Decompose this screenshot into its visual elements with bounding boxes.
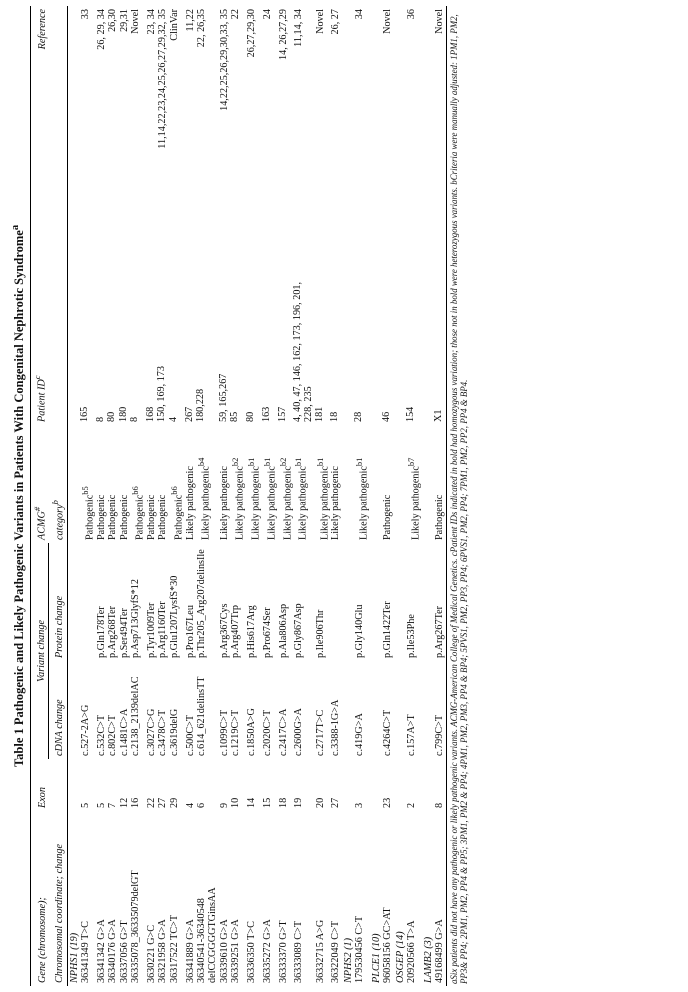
patient-id: 165 (79, 406, 91, 422)
protein-change: p.Tyr1009Ter (145, 602, 157, 658)
protein-change: p.Gly867Asp (293, 603, 305, 658)
acmg-label: Pathogenic (157, 494, 169, 540)
cdna-change: c.500C>T (184, 714, 196, 756)
cdna-change: c.3027C>G (145, 708, 157, 756)
coordinate-cell (157, 811, 168, 986)
coordinate: 36332715 A>G (314, 919, 326, 983)
patient-id: 28 (353, 411, 365, 422)
acmg-category (315, 425, 331, 543)
reference: 29,31 (118, 9, 130, 32)
coordinate: 36335272 G>A (261, 919, 273, 983)
header-variant-change: Variant change (31, 543, 49, 759)
cdna-change: c.527-2A>G (80, 704, 92, 756)
table-row (330, 6, 341, 986)
coordinate-cell (330, 811, 341, 986)
coordinate-cell (262, 811, 278, 986)
acmg-sup: b5 (80, 486, 91, 495)
protein-change: p.Arg267Ter (434, 543, 446, 661)
coordinate: 36336350 T>C (246, 921, 257, 983)
protein-change: p.Pro674Ser (261, 607, 273, 658)
acmg-sup: b2 (277, 457, 288, 467)
header-acmg-category: category$^b$ (49, 425, 67, 543)
cdna-change: c.802C>T (107, 714, 119, 756)
acmg-sup: b1 (293, 457, 304, 467)
table-row (382, 6, 393, 986)
reference: 11,14, 34 (293, 9, 305, 47)
acmg-category (96, 425, 107, 543)
protein-change: p.Arg367Cys (218, 603, 230, 658)
acmg-sup: b1 (314, 457, 325, 467)
reference: 26, 29, 34 (95, 9, 107, 50)
coordinate-continued: delCCGGGGTGinsAA (207, 887, 219, 983)
reference: 11,14,22,23,24,25,26,27,29,32, 35 (157, 9, 169, 149)
coordinate-cell (354, 811, 370, 986)
header-gene: Gene (chromosome); (31, 811, 49, 986)
gene-group-row (342, 6, 354, 986)
coordinate: 49168499 G>A (434, 919, 446, 983)
patient-id: 85 (229, 411, 241, 422)
patient-id: 157 (276, 406, 288, 422)
exon: 4 (184, 802, 196, 808)
protein-change: p.Gln178Ter (95, 606, 107, 658)
protein-change: p.Asp713GlyfS*12 (130, 579, 142, 658)
patient-id: 80 (245, 411, 256, 422)
exon: 14 (246, 797, 257, 808)
coordinate-cell (185, 811, 196, 986)
patient-id: 154 (405, 406, 417, 422)
gene-group-row (67, 6, 80, 986)
exon: 3 (354, 802, 366, 808)
protein-change (330, 543, 341, 661)
exon: 5 (80, 802, 92, 808)
exon: 19 (293, 797, 305, 808)
gene-group-row (422, 6, 434, 986)
acmg-category (80, 425, 96, 543)
header-protein: Protein change (49, 543, 67, 661)
acmg-label: Likely pathogenic (218, 466, 230, 540)
acmg-label: Likely pathogenic (297, 466, 309, 540)
patient-id: 8 (94, 416, 106, 422)
acmg-category (293, 425, 314, 543)
coordinate-cell (107, 811, 118, 986)
protein-change: p.Thr205_Arg207delinsIle (195, 549, 207, 658)
table-row (293, 6, 314, 986)
coordinate: 36341889 G>A (184, 919, 196, 983)
gene-name: NPHS1 (19) (68, 932, 80, 983)
coordinate: 36322049 C>T (330, 920, 342, 983)
acmg-label: Likely pathogenic (410, 466, 422, 540)
acmg-category (278, 425, 294, 543)
cdna-change: c.2600G>A (293, 708, 305, 756)
cdna-change: c.3388-1G>A (330, 699, 342, 756)
variants-table (30, 6, 447, 986)
table-row (130, 6, 146, 986)
protein-change: p.Arg268Ter (107, 605, 119, 658)
protein-change: p.Pro167Leu (184, 605, 196, 658)
acmg-label: Pathogenic (95, 494, 107, 540)
cdna-change: c.2417C>A (277, 708, 289, 756)
table-row (107, 6, 118, 986)
cdna-change: c.3478C>T (157, 709, 169, 756)
table-row (146, 6, 157, 986)
cdna-change: c.2138_2139delAC (130, 676, 142, 756)
exon: 8 (434, 759, 446, 811)
exon: 23 (382, 797, 394, 808)
protein-change: p.Ile906Thr (314, 609, 326, 658)
reference: Novel (434, 6, 446, 275)
exon: 2 (406, 802, 418, 808)
acmg-label: Likely pathogenic (281, 466, 293, 540)
acmg-label: Pathogenic (118, 494, 130, 540)
coordinate-cell (278, 811, 294, 986)
exon: 10 (230, 797, 242, 808)
exon: 27 (157, 797, 169, 808)
exon: 5 (95, 802, 107, 808)
header-cdna: cDNA change (49, 661, 67, 759)
gene-name: PLCE1 (10) (370, 933, 382, 983)
reference: 22, 26,35 (195, 9, 207, 48)
coordinate-cell (146, 811, 157, 986)
table-row (196, 6, 219, 986)
protein-change: p.His617Arg (246, 605, 257, 658)
protein-change: p.Glu1207LysfS*30 (168, 575, 180, 658)
acmg-category (119, 425, 130, 543)
reference: 26,30 (107, 9, 119, 32)
cdna-change: c.1481C>A (118, 708, 130, 756)
patient-id: 168 (144, 406, 156, 422)
table-row (96, 6, 107, 986)
cdna-change: c.3619delG (168, 708, 180, 756)
gene-name: NPHS2 (1) (342, 938, 354, 983)
exon: 27 (330, 797, 342, 808)
acmg-sup: b6 (130, 486, 141, 495)
acmg-category (262, 425, 278, 543)
acmg-category (185, 425, 196, 543)
table-row (185, 6, 196, 986)
coordinate-cell (119, 811, 130, 986)
reference: 22 (230, 9, 242, 20)
acmg-category (230, 425, 246, 543)
table-row (246, 6, 262, 986)
cdna-change: c.532C>T (95, 714, 107, 756)
acmg-label: Pathogenic (107, 494, 119, 540)
acmg-sup: b1 (261, 457, 272, 467)
cdna-change: c.4264C>T (382, 709, 394, 756)
acmg-label: Pathogenic (434, 494, 446, 540)
cdna-change: c.799C>T (434, 661, 446, 759)
acmg-category (246, 425, 262, 543)
acmg-category (196, 425, 219, 543)
cdna-change: c.2717T>C (314, 709, 326, 756)
acmg-sup: b4 (195, 457, 206, 467)
coordinate: 36339610 G>A (218, 919, 230, 983)
coordinate-cell (230, 811, 246, 986)
coordinate-cell (382, 811, 393, 986)
coordinate: 36321958 G>A (157, 919, 169, 983)
reference: Novel (130, 9, 142, 34)
table-row (169, 6, 185, 986)
acmg-label: Likely pathogenic (184, 466, 196, 540)
acmg-label: Likely pathogenic (318, 466, 330, 540)
protein-change: p.Arg1160Ter (157, 601, 169, 658)
gene-name: LAMB2 (3) (423, 936, 434, 983)
coordinate-cell (96, 811, 107, 986)
protein-change: p.Arg407Trp (230, 605, 242, 658)
reference: ClinVar (168, 9, 180, 41)
patient-id: 180 (117, 406, 129, 422)
coordinate-cell (246, 811, 262, 986)
protein-change: p.Ser494Ter (118, 608, 130, 658)
table-row (354, 6, 370, 986)
table-row (434, 6, 446, 986)
table-row (262, 6, 278, 986)
acmg-category (330, 425, 341, 543)
acmg-label: Likely pathogenic (200, 466, 212, 540)
exon: 12 (118, 797, 130, 808)
exon: 6 (195, 802, 207, 808)
reference: 34 (354, 9, 366, 20)
table-row (230, 6, 246, 986)
acmg-label: Likely pathogenic (358, 466, 370, 540)
acmg-category (354, 425, 370, 543)
exon: 9 (218, 802, 230, 808)
acmg-category (130, 425, 146, 543)
acmg-category (219, 425, 230, 543)
coordinate-cell (315, 811, 331, 986)
coordinate: 96058156 GC>AT (382, 907, 394, 983)
acmg-sup: b7 (406, 457, 417, 467)
cdna-change: c.614_621delinsTT (195, 676, 207, 756)
header-reference: Reference (31, 6, 49, 275)
acmg-label: Pathogenic (173, 494, 185, 540)
coordinate-cell (196, 811, 219, 986)
patient-id: 46 (381, 411, 393, 422)
patient-id: 80 (106, 411, 118, 422)
acmg-label: Pathogenic (84, 494, 96, 540)
coordinate: 3630221 G>C (145, 924, 157, 983)
acmg-sup: b1 (354, 457, 365, 467)
acmg-category (169, 425, 185, 543)
reference: 14, 26,27,29 (277, 9, 289, 60)
header-exon: Exon (31, 759, 49, 811)
cdna-change: c.1099C>T (218, 709, 230, 756)
reference: 23, 34 (145, 9, 157, 35)
patient-id: 4 (167, 416, 179, 422)
exon: 18 (277, 797, 289, 808)
header-coord: Chromosomal coordinate; change (49, 811, 67, 986)
coordinate: 36341349 T>C (80, 921, 92, 983)
acmg-label: Likely pathogenic (266, 466, 278, 540)
coordinate-cell (219, 811, 230, 986)
coordinate: 36337056 G>T (118, 920, 130, 983)
protein-change: p.Ala806Asp (277, 603, 289, 658)
protein-change: p.Gln1422Ter (382, 601, 394, 658)
exon: 16 (130, 797, 142, 808)
table-body (67, 6, 446, 986)
cdna-change: c.1850A>G (246, 708, 257, 756)
reference: 11,22 (184, 9, 196, 32)
acmg-category (107, 425, 118, 543)
exon: 15 (261, 797, 273, 808)
acmg-category (382, 425, 393, 543)
protein-change (80, 543, 96, 661)
coordinate-cell (434, 811, 446, 986)
coordinate: 36339251 G>A (230, 919, 242, 983)
table-row (119, 6, 130, 986)
coordinate-cell (406, 811, 422, 986)
table-row (80, 6, 96, 986)
table-row (315, 6, 331, 986)
patient-id: 180,228 (194, 388, 206, 422)
patient-id: 4, 40, 47, 146, 162, 173, 196, 201, 228, 235 (292, 281, 314, 422)
acmg-label: Pathogenic (382, 494, 394, 540)
table-row (278, 6, 294, 986)
table-row (406, 6, 422, 986)
coordinate: 36340541-36340548 (195, 898, 207, 983)
caption-sup: a (10, 224, 21, 231)
reference: 33 (80, 9, 92, 20)
exon: 7 (107, 802, 119, 808)
acmg-category (146, 425, 157, 543)
cdna-change: c.2020C>T (261, 709, 273, 756)
acmg-sup: b6 (168, 486, 179, 495)
coordinate-cell (80, 811, 96, 986)
table-footnote: aSix patients did not have any pathogenic or likely pathogenic variants. ACMG-American College of Medical Genetics. cPatient IDs indicated in bold had homozygous variation; those not in bold were heterozygous variants. bCriteria were manually adjusted: 1PM1, PM2, PP3& PP4; 2PM1, PM2, PP4 & PP5; 3PM1, PM2 & PP4; 4PM1, PM2, PM3, PP4 & BP4; 5PVS1, PM2, PP3, PP4; 6PVS1, PM2, PP4; 7PM1, PM2, PP2, PP4 & BP4. (448, 14, 470, 984)
cdna-change: c.1219C>T (230, 709, 242, 756)
cdna-change: c.157A>T (406, 714, 418, 756)
cdna-change: c.419G>A (354, 713, 366, 756)
coordinate-cell (169, 811, 185, 986)
patient-id: 8 (129, 416, 141, 422)
coordinate-cell (130, 811, 146, 986)
acmg-label: Likely pathogenic (330, 466, 342, 540)
patient-id: 163 (260, 406, 272, 422)
reference: 26, 27 (330, 9, 342, 35)
exon: 20 (314, 797, 326, 808)
reference: Novel (382, 9, 394, 34)
reference: 14,22,25,26,29,30,33, 35 (218, 9, 230, 111)
acmg-label: Pathogenic (134, 494, 146, 540)
acmg-sup: b2 (230, 457, 241, 467)
reference: 24 (261, 9, 273, 20)
coordinate-cell (293, 811, 314, 986)
table-caption (10, 6, 27, 986)
patient-id: 18 (329, 411, 341, 422)
protein-change: p.Ile53Phe (406, 614, 418, 658)
coordinate: 36340176 G>A (107, 919, 119, 983)
coordinate: 20920566 T>A (406, 920, 418, 983)
acmg-category (434, 425, 446, 543)
header-acmg: ACMG# (31, 425, 49, 543)
patient-id: 150, 169, 173 (156, 365, 168, 422)
patient-id: 59, 165,267 (217, 373, 229, 422)
table-row (219, 6, 230, 986)
acmg-label: Likely pathogenic (250, 466, 262, 540)
coordinate: 36333370 G>T (277, 920, 289, 983)
reference: Novel (314, 9, 326, 34)
exon: 22 (145, 797, 157, 808)
patient-id: X1 (434, 275, 446, 425)
gene-group-row (370, 6, 382, 986)
exon: 29 (168, 797, 180, 808)
acmg-sup: b1 (246, 457, 256, 467)
patient-id: 267 (183, 406, 195, 422)
caption-text: Table 1 Pathogenic and Likely Pathogenic Variants in Patients With Congenital Nephrotic Syndrome (12, 230, 27, 768)
acmg-label: Pathogenic (145, 494, 157, 540)
gene-group-row (394, 6, 406, 986)
coordinate: 36333089 C>T (293, 920, 305, 983)
coordinate: 36317522 TC>T (168, 914, 180, 983)
patient-id: 181 (313, 406, 325, 422)
acmg-category (406, 425, 422, 543)
acmg-label: Likely pathogenic (234, 466, 246, 540)
coordinate: 36335078_36335079delGT (130, 870, 142, 983)
acmg-category (157, 425, 168, 543)
table-row (157, 6, 168, 986)
header-patient: Patient $ID^c$ (31, 275, 49, 425)
coordinate: 179530456 C>T (354, 915, 366, 983)
protein-change: p.Gly140Glu (354, 604, 366, 658)
gene-name: OSGEP (14) (394, 931, 406, 983)
coordinate: 36341342 G>A (95, 919, 107, 983)
reference: 26,27,29,30 (246, 9, 257, 58)
reference: 36 (406, 9, 418, 20)
